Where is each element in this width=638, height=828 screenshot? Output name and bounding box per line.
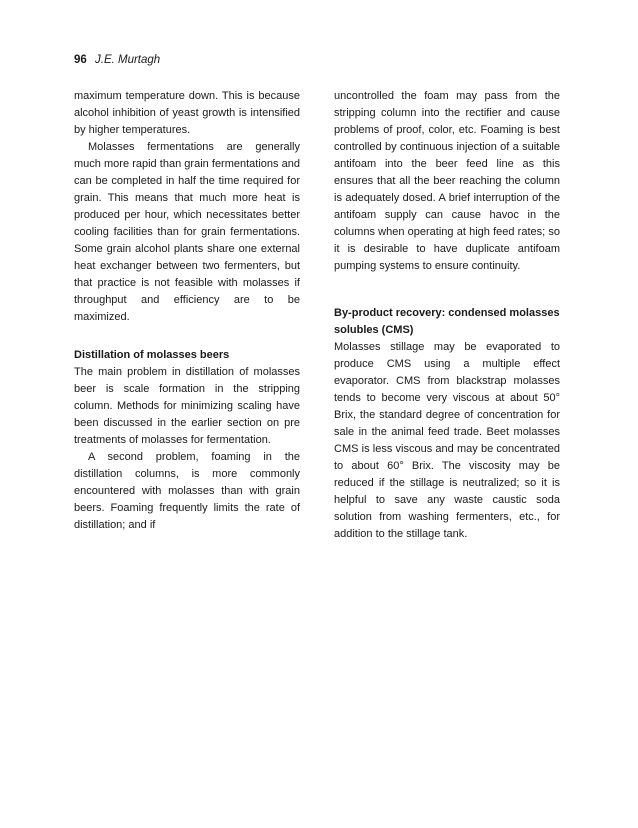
paragraph: uncontrolled the foam may pass from the stripping column into the rectifier and cause problems of proof, color, etc. Foaming is best controlled by continuous injection of a suitable antifoam into the beer feed line as this ensures that all the beer reaching the column is adequately dosed. A brief interruption of the antifoam supply can cause havoc in the columns when operating at high feed rates; so it is desirable to have duplicate antifoam pumping systems to ensure continuity. (334, 90, 560, 272)
paragraph: Molasses stillage may be evaporated to produce CMS using a multiple effect evaporator. CMS from blackstrap molasses tends to become very viscous at about 50° Brix, the standard degree of concentration for sale in the animal feed trade. Beet molasses CMS is less viscous and may be concentrated to about 60° Brix. The viscosity may be reduced if the stillage is neutralized; so it is helpful to save any waste caustic soda solution from washing fermenters, etc., for addition to the stillage tank. (334, 341, 560, 540)
section-heading: By-product recovery: condensed molasses solubles (CMS) (334, 307, 560, 336)
section-heading: Distillation of molasses beers (74, 349, 230, 361)
author-name: J.E. Murtagh (95, 54, 161, 66)
paragraph: A second problem, foaming in the distillation columns, is more commonly encountered with molasses than with grain beers. Foaming frequently limits the rate of distillation; and if (74, 451, 300, 531)
page-number: 96 (74, 54, 87, 66)
right-column (334, 88, 560, 543)
paragraph: Molasses fermentations are generally much more rapid than grain fermentations and can be completed in half the time required for grain. This means that much more heat is produced per hour, which necessitates better cooling facilities than for grain fermentations. Some grain alcohol plants share one external heat exchanger between two fermenters, but that practice is not feasible with molasses if throughput and efficiency are to be maximized. (74, 141, 300, 323)
running-header (74, 54, 160, 66)
paragraph: maximum temperature down. This is because alcohol inhibition of yeast growth is intensified by higher temperatures. (74, 90, 300, 136)
paragraph: The main problem in distillation of molasses beer is scale formation in the stripping column. Methods for minimizing scaling have been discussed in the earlier section on pre treatments of molasses for fermentation. (74, 366, 300, 446)
left-column (74, 88, 300, 534)
